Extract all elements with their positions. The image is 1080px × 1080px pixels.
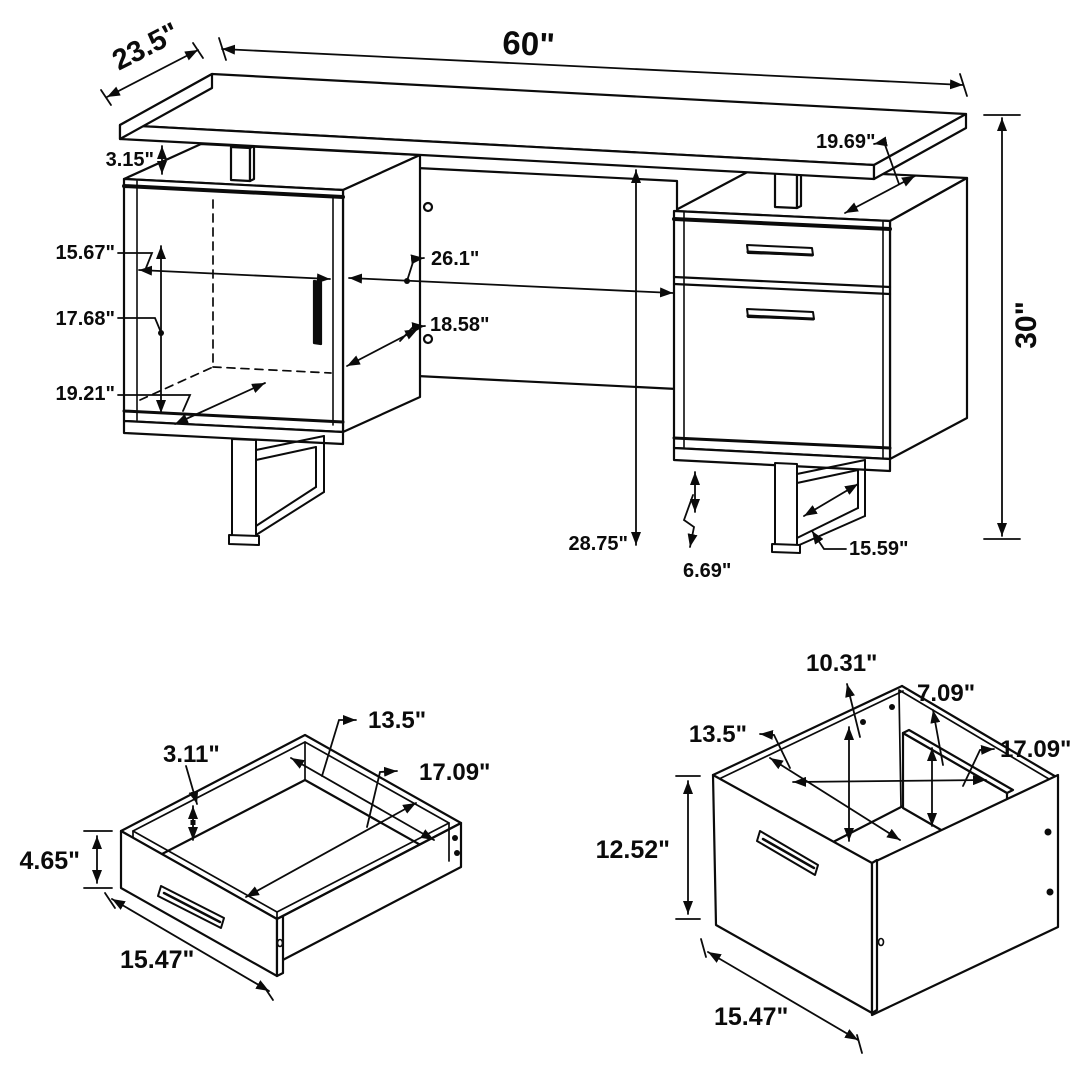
left-pedestal — [124, 155, 420, 444]
dim-overall-height: 30" — [1010, 301, 1043, 349]
dim-desk-top-gap: 3.15" — [105, 149, 154, 171]
dim-sd-inner-height: 3.11" — [163, 741, 220, 768]
dim-fd-front-width: 15.47" — [714, 1003, 789, 1031]
dim-cabinet-inner-height: 17.68" — [55, 308, 115, 330]
dim-sd-front-width: 15.47" — [120, 946, 195, 974]
dim-knee-width: 26.1" — [431, 248, 480, 270]
back-panel — [417, 168, 677, 389]
dim-fd-inner-depth: 17.09" — [1000, 736, 1072, 763]
dim-desk-top-depth: 23.5" — [107, 16, 185, 78]
right-pedestal-side-face — [890, 178, 967, 459]
dim-knee-depth: 18.58" — [430, 314, 490, 336]
door-handle — [314, 281, 321, 344]
dim-fd-inner-height: 10.31" — [806, 650, 878, 677]
dim-fd-front-height: 12.52" — [595, 836, 670, 864]
dim-sd-inner-depth: 17.09" — [419, 759, 491, 786]
dim-desk-top-width: 60" — [501, 23, 556, 64]
sled-leg-left — [229, 436, 324, 545]
left-pedestal-front-face — [124, 179, 343, 432]
dim-leg-depth: 15.59" — [849, 538, 909, 560]
left-pedestal-side-face — [343, 155, 420, 432]
dim-sd-front-height: 4.65" — [19, 847, 80, 875]
dim-leg-clearance: 6.69" — [683, 560, 732, 582]
right-pedestal — [674, 178, 967, 471]
dim-underside-height: 28.75" — [568, 533, 628, 555]
dim-fd-divider-height: 7.09" — [917, 680, 976, 707]
dim-sd-inner-width: 13.5" — [368, 707, 427, 734]
dim-cabinet-inner-width: 15.67" — [55, 242, 115, 264]
small-drawer-figure — [121, 735, 461, 976]
dim-cabinet-inner-depth: 19.21" — [55, 383, 115, 405]
dim-fd-inner-width: 13.5" — [688, 721, 747, 748]
connector-post-left — [231, 146, 254, 181]
dim-pedestal-top-depth: 19.69" — [816, 131, 876, 153]
